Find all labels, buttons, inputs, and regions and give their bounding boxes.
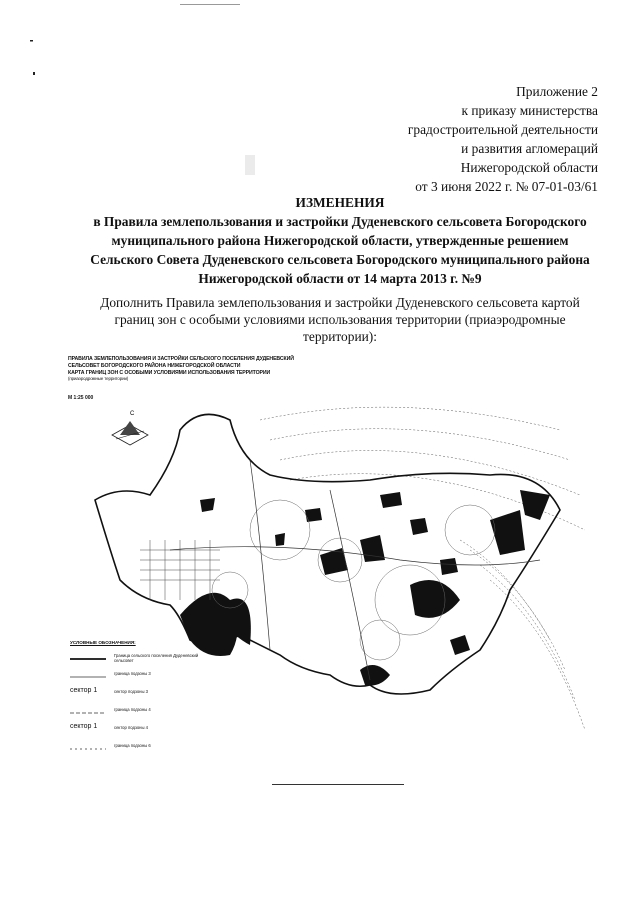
legend-item xyxy=(70,723,210,741)
appendix-line: от 3 июня 2022 г. № 07-01-03/61 xyxy=(415,179,598,194)
intro-paragraph: Дополнить Правила землепользования и застройки Дуденевского сельсовета картой границ зон с особыми условиями использования территории (приаэродромные территории): xyxy=(100,295,580,344)
appendix-line: и развития агломераций xyxy=(461,141,598,156)
appendix-reference xyxy=(298,82,598,196)
legend-label: граница подзоны 3 xyxy=(114,671,151,676)
appendix-line: градостроительной деятельности xyxy=(407,122,598,137)
map-header xyxy=(68,356,294,383)
end-rule xyxy=(272,784,404,785)
appendix-line: Приложение 2 xyxy=(516,84,598,99)
legend-label: сектор подзоны 4 xyxy=(114,725,148,730)
approach-lines xyxy=(260,407,585,730)
legend-item xyxy=(70,741,210,759)
north-arrow-icon xyxy=(112,411,148,445)
subtitle-line: Сельского Совета Дуденевского сельсовета Богородского муниципального района xyxy=(90,252,590,267)
map-legend xyxy=(70,640,210,759)
legend-label: граница подзоны 6 xyxy=(114,743,151,748)
appendix-line: Нижегородской области xyxy=(460,160,598,175)
legend-label: сектор подзоны 3 xyxy=(114,689,148,694)
legend-sector: сектор 1 xyxy=(70,687,98,694)
map-scale: М 1:25 000 xyxy=(68,395,94,401)
map-header-line: ПРАВИЛА ЗЕМЛЕПОЛЬЗОВАНИЯ И ЗАСТРОЙКИ СЕЛЬСКОГО ПОСЕЛЕНИЯ ДУДЕНЕВСКИЙ xyxy=(68,356,294,362)
map-header-line: КАРТА ГРАНИЦ ЗОН С ОСОБЫМИ УСЛОВИЯМИ ИСПОЛЬЗОВАНИЯ ТЕРРИТОРИИ xyxy=(68,369,271,376)
legend-title: УСЛОВНЫЕ ОБОЗНАЧЕНИЯ: xyxy=(70,640,136,645)
appendix-line: к приказу министерства xyxy=(461,103,598,118)
legend-item xyxy=(70,705,210,723)
legend-item xyxy=(70,687,210,705)
document-subtitle xyxy=(70,212,610,288)
map-header-line: СЕЛЬСОВЕТ БОГОРОДСКОГО РАЙОНА НИЖЕГОРОДСКОЙ ОБЛАСТИ xyxy=(68,362,241,369)
legend-sector: сектор 1 xyxy=(70,723,98,730)
legend-label: граница подзоны 4 xyxy=(114,707,151,712)
document-heading: ИЗМЕНЕНИЯ xyxy=(295,195,385,210)
subtitle-line: Нижегородской области от 14 марта 2013 г. №9 xyxy=(198,271,482,286)
subtitle-line: в Правила землепользования и застройки Дуденевского сельсовета Богородского xyxy=(93,214,587,229)
map-subheader: (приаэродромные территории) xyxy=(68,376,129,382)
zone-circles xyxy=(212,500,495,660)
north-label: С xyxy=(130,411,135,417)
subtitle-line: муниципального района Нижегородской области, утвержденные решением xyxy=(111,233,569,248)
legend-item xyxy=(70,651,210,669)
legend-label: Граница сельского поселения Дуденевский сельсовет xyxy=(114,653,199,663)
legend-item xyxy=(70,669,210,687)
